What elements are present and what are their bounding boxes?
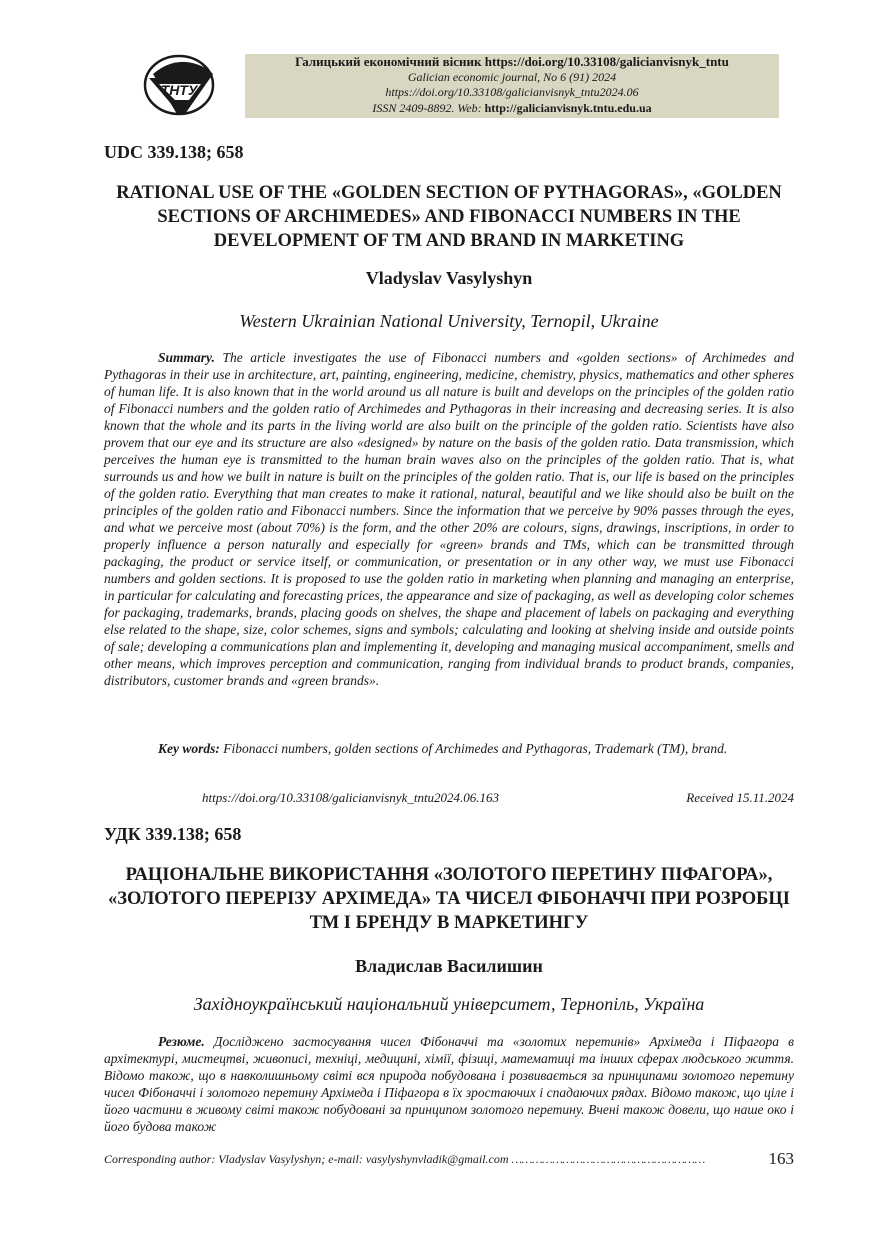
journal-issn-line [245, 101, 779, 117]
journal-title-ua: Галицький економічний вісник https://doi.org/10.33108/galicianvisnyk_tntu [295, 54, 729, 69]
journal-title-en: Galician economic journal, No 6 (91) 2024 [407, 69, 617, 84]
article-doi[interactable]: https://doi.org/10.33108/galicianvisnyk_tntu2024.06.163 [202, 790, 500, 805]
affiliation-en: Western Ukrainian National University, Ternopil, Ukraine [239, 311, 659, 331]
author-name-en: Vladyslav Vasylyshyn [365, 268, 533, 288]
article-title-en: RATIONAL USE OF THE «GOLDEN SECTION OF PYTHAGORAS», «GOLDEN SECTIONS OF ARCHIMEDES» AND FIBONACCI NUMBERS IN THE DEVELOPMENT OF TM AND BRAND IN MARKETING [116, 183, 782, 251]
summary-ua [104, 1033, 794, 1135]
corresponding-author: Corresponding author: Vladyslav Vasylyshyn; e-mail: vasylyshynvladik@gmail.com [104, 1152, 509, 1166]
journal-website-link[interactable]: http://galicianvisnyk.tntu.edu.ua [484, 100, 652, 115]
page-number: 163 [768, 1149, 794, 1168]
issn-text: ISSN 2409-8892. Web: [372, 100, 482, 115]
keywords-text-en: Fibonacci numbers, golden sections of Archimedes and Pythagoras, Trademark (TM), brand. [219, 741, 728, 756]
summary-label-ua: Резюме. [158, 1034, 205, 1049]
udc-code-en: UDC 339.138; 658 [104, 142, 244, 162]
summary-en [104, 349, 794, 689]
received-date: Received 15.11.2024 [686, 790, 794, 805]
tntu-logo [143, 54, 219, 116]
udc-code-ua: УДК 339.138; 658 [104, 824, 242, 844]
keywords-label-en: Key words: [158, 741, 220, 756]
summary-label-en: Summary. [158, 350, 215, 365]
summary-text-ua: Досліджено застосування чисел Фібоначчі та «золотих перетинів» Архімеда і Піфагора в архітектурі, мистецтві, живописі, техніці, медицині, хімії, фізиці, математиці та інших сферах людського життя. Відомо також, що в навколишньому світі вся природа побудована і розвивається за принципами золотого перетину чисел Фібоначчі і золотого перетину Архімеда і Піфагора в їх зростаючих і спадаючих рядах. Відомо також, що ціле і його частини в живому світі також побудовані за принципом золотого перетину. Вчені також довели, що наше око і його будова також [104, 1034, 794, 1134]
keywords-en [104, 740, 794, 757]
affiliation-ua: Західноукраїнський національний університет, Тернопіль, Україна [193, 994, 705, 1014]
journal-issue-doi: https://doi.org/10.33108/galicianvisnyk_tntu2024.06 [385, 85, 639, 99]
author-name-ua: Владислав Василишин [355, 956, 543, 976]
footer-dot-leader: ………………………………………………… [511, 1152, 705, 1166]
logo-text: ТНТУ [160, 82, 198, 98]
journal-header [245, 54, 779, 118]
page-footer [104, 1152, 794, 1167]
article-title-ua: РАЦІОНАЛЬНЕ ВИКОРИСТАННЯ «ЗОЛОТОГО ПЕРЕТИНУ ПІФАГОРА», «ЗОЛОТОГО ПЕРЕРІЗУ АРХІМЕДА» ТА ЧИСЕЛ ФІБОНАЧЧІ ПРИ РОЗРОБЦІ ТМ І БРЕНДУ В МАРКЕТИНГУ [107, 865, 791, 933]
summary-text-en: The article investigates the use of Fibonacci numbers and «golden sections» of Archimedes and Pythagoras in their use in architecture, art, painting, engineering, medicine, chemistry, physics, mathematics and other spheres of human life. It is also known that in the world around us all nature is built and develops on the principles of the golden ratio of Fibonacci numbers and the golden ratio of Archimedes and Pythagoras in their increasing and decreasing series. It is also known that the whole and its parts in the living world are also built on the principle of the golden ratio. Scientists have also provem that our eye and its structure are also «designed» by nature on the basis of the golden ratio. Data transmission, which perceives the human eye is transmitted to the human brain waves also on the principles of the golden ratio. That is, what surrounds us and how we built in nature is built on the principles of the golden ratio. That is, our life is based on the principles of the golden ratio. Everything that man creates to make it rational, natural, beautiful and we like should also be built on the principles of the golden ratio and Fibonacci numbers. Since the information that we perceive by 90% passes through the eyes, and what we perceive most (about 70%) is the form, and the other 20% are colours, signs, drawings, inscriptions, in order to properly influence a person naturally and especially for «green» brands and TMs, which can be transmitted through packaging, the product or service itself, or communication, or presentation or in any other way, we must use Fibonacci numbers and golden sections. It is proposed to use the golden ratio in marketing when planning and managing an enterprise, in particular for calculating and forecasting prices, the appearance and size of packaging, as well as developing color schemes for packaging, trademarks, brands, placing goods on shelves, the shape and placement of labels on packaging and everything else related to the shape, size, color schemes, signs and symbols; calculating and looking at shelving inside and outside points of sale; developing a communications plan and implementing it, developing and managing musical accompaniment, smells and other means, which improves perception and communication, ranging from individual brands to product brands, companies, distributors, customer brands and «green brands». [104, 350, 794, 688]
